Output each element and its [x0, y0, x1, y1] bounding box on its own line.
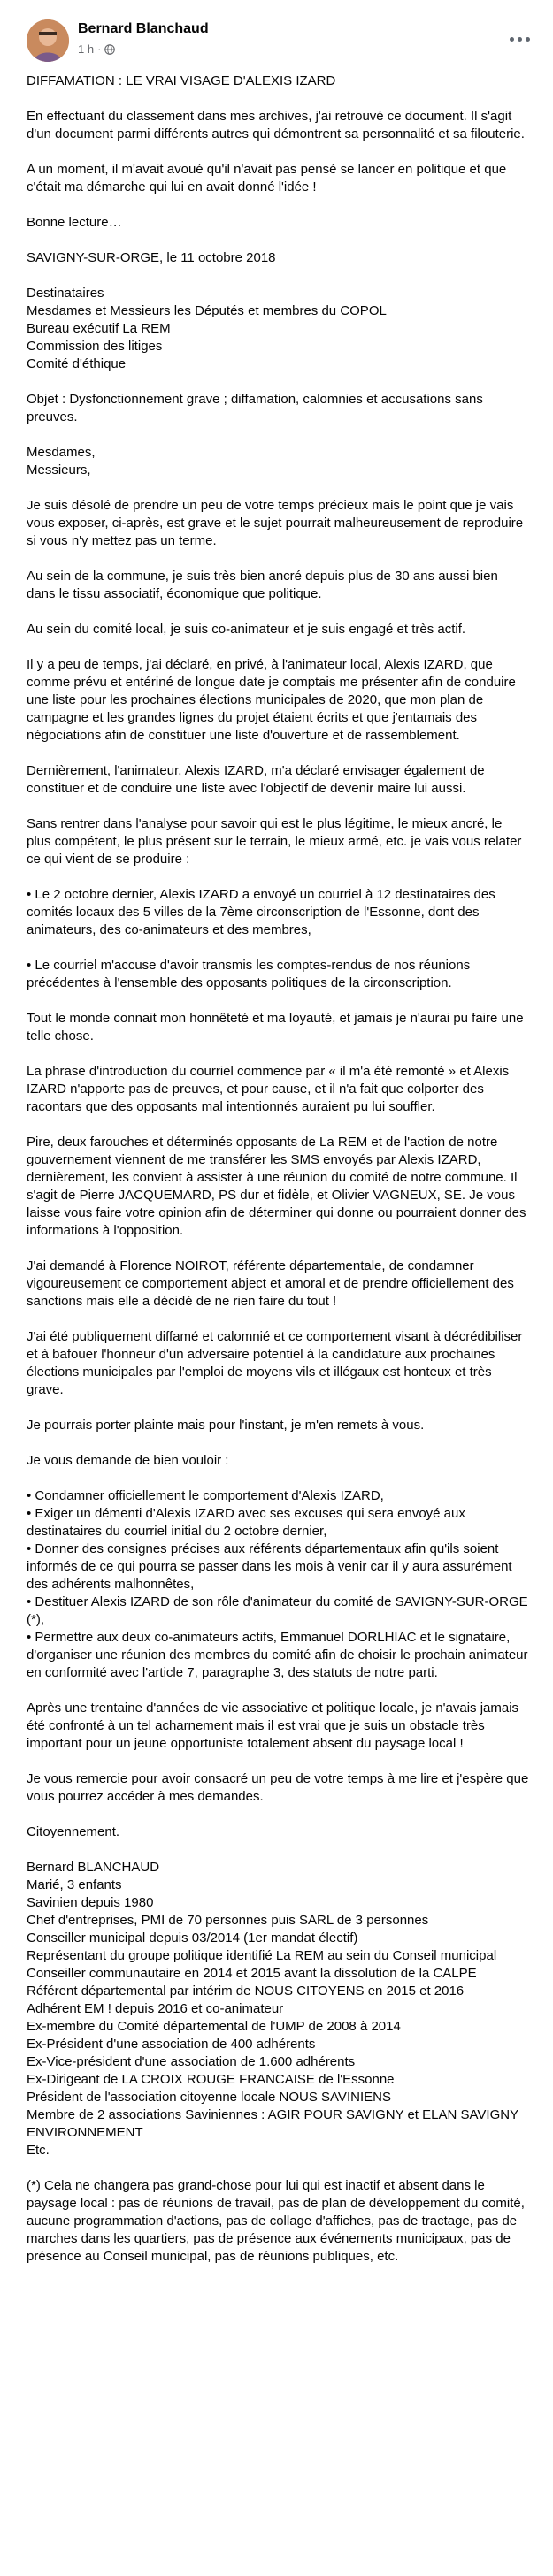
post-header — [0, 0, 553, 64]
post-paragraph: Au sein du comité local, je suis co-animateur et je suis engagé et très actif. — [27, 622, 466, 637]
globe-icon[interactable] — [104, 44, 115, 55]
post-paragraph: J'ai été publiquement diffamé et calomnié et ce comportement visant à décrédibiliser et à bafouer l'honneur d'un adversaire potentiel à la candidature aux prochaines élections municipales par l'emploi de moyens vils et illégaux est honteux et très grave. — [27, 1329, 523, 1397]
post-paragraph: Bonne lecture… — [27, 215, 122, 230]
post-paragraph: Sans rentrer dans l'analyse pour savoir qui est le plus légitime, le mieux ancré, le plus compétent, le plus présent sur le terrain, le mieux armé, etc. je vais vous relater ce qui vient de se produire : — [27, 816, 522, 867]
post-title: DIFFAMATION : LE VRAI VISAGE D'ALEXIS IZARD — [27, 73, 336, 88]
post-meta — [78, 42, 115, 56]
letter-recipients: Destinataires Mesdames et Messieurs les Députés et membres du COPOL Bureau exécutif La REM Commission des litiges Comité d'éthique — [27, 286, 387, 371]
author-name[interactable]: Bernard Blanchaud — [78, 21, 209, 36]
letter-closing: Citoyennement. — [27, 1824, 120, 1839]
post-paragraph: J'ai demandé à Florence NOIROT, référente départementale, de condamner vigoureusement ce comportement abject et amoral et de prendre officiellement des sanctions mais elle a décidé de ne rien faire du tout ! — [27, 1258, 514, 1309]
meta-separator: · — [97, 42, 102, 56]
post-paragraph: Je pourrais porter plainte mais pour l'instant, je m'en remets à vous. — [27, 1418, 425, 1433]
post-paragraph: Je vous remercie pour avoir consacré un peu de votre temps à me lire et j'espère que vous pourrez accéder à mes demandes. — [27, 1771, 529, 1804]
post-timestamp[interactable]: 1 h — [78, 42, 95, 56]
profile-photo-icon — [27, 19, 69, 62]
post-paragraph: Il y a peu de temps, j'ai déclaré, en privé, à l'animateur local, Alexis IZARD, que comme prévu et entériné de longue date je comptais me présenter afin de conduire une liste pour les prochaines élections municipales de 2020, que mon plan de campagne et les grandes lignes du projet étaient écrits et que j'entamais des négociations afin de constituer une liste d'ouverture et de rassemblement. — [27, 657, 516, 743]
more-options-dot — [526, 37, 530, 42]
post-body — [27, 73, 529, 2266]
post-paragraph: En effectuant du classement dans mes archives, j'ai retrouvé ce document. Il s'agit d'un document parmi différents autres qui démontrent sa personnalité et sa filouterie. — [27, 109, 525, 141]
requests-list: • Condamner officiellement le comportement d'Alexis IZARD, • Exiger un démenti d'Alexis IZARD avec ses excuses qui sera envoyé aux destinataires du courriel initial du 2 octobre dernier, • Donner des consignes précises aux référents départementaux afin qu'ils soient informés de ce qui pourra se passer dans les mois à venir car il y aura assurément des adhérents malhonnêtes, • Destituer Alexis IZARD de son rôle d'animateur du comité de SAVIGNY-SUR-ORGE (*), • Permettre aux deux co-animateurs actifs, Emmanuel DORLHIAC et le signataire, d'organiser une réunion des membres du comité afin de choisir le prochain animateur en conformité avec l'article 7, paragraphe 3, des statuts de notre parti. — [27, 1488, 528, 1680]
more-options-button[interactable] — [503, 23, 535, 55]
footnote: (*) Cela ne changera pas grand-chose pour lui qui est inactif et absent dans le paysage local : pas de réunions de travail, pas de plan de développement du comité, aucune programmation d'actions, pas de collage d'affiches, pas de tractage, pas de marches dans les quartiers, pas de présence aux événements municipaux, pas de présence au Conseil municipal, pas de réunions publiques, etc. — [27, 2178, 525, 2264]
post-paragraph: Après une trentaine d'années de vie associative et politique locale, je n'avais jamais été confronté à un tel acharnement mais il est vrai que je suis un obstacle très important pour un jeune opportuniste totalement absent du paysage local ! — [27, 1701, 519, 1751]
post-paragraph: A un moment, il m'avait avoué qu'il n'avait pas pensé se lancer en politique et que c'était ma démarche qui lui en avait donné l'idée ! — [27, 162, 507, 195]
letter-subject: Objet : Dysfonctionnement grave ; diffamation, calomnies et accusations sans preuves. — [27, 392, 483, 424]
post-paragraph: Je suis désolé de prendre un peu de votre temps précieux mais le point que je vais vous exposer, ci-après, est grave et le sujet pourrait malheureusement de reproduire si vous n'y mettez pas un terme. — [27, 498, 524, 548]
post-paragraph: Je vous demande de bien vouloir : — [27, 1453, 229, 1468]
bullet-item: • Le 2 octobre dernier, Alexis IZARD a envoyé un courriel à 12 destinataires des comités locaux des 5 villes de la 7ème circonscription de l'Essonne, dont des animateurs, des co-animateurs et des membres, — [27, 887, 495, 937]
letter-salutation: Mesdames, Messieurs, — [27, 445, 96, 478]
post-paragraph: Au sein de la commune, je suis très bien ancré depuis plus de 30 ans aussi bien dans le tissu associatif, économique que politique. — [27, 569, 498, 601]
bullet-item: • Le courriel m'accuse d'avoir transmis les comptes-rendus de nos réunions précédentes à l'ensemble des opposants politiques de la circonscription. — [27, 958, 471, 990]
letter-date: SAVIGNY-SUR-ORGE, le 11 octobre 2018 — [27, 250, 276, 265]
post-paragraph: Dernièrement, l'animateur, Alexis IZARD, m'a déclaré envisager également de constituer et de conduire une liste avec l'objectif de devenir maire lui aussi. — [27, 763, 485, 796]
signature-block: Bernard BLANCHAUD Marié, 3 enfants Savinien depuis 1980 Chef d'entreprises, PMI de 70 personnes puis SARL de 3 personnes Conseiller municipal depuis 03/2014 (1er mandat électif) Représentant du groupe politique identifié La REM au sein du Conseil municipal Conseiller communautaire en 2014 et 2015 avant la dissolution de la CALPE Référent départemental par intérim de NOUS CITOYENS en 2015 et 2016 Adhérent EM ! depuis 2016 et co-animateur Ex-membre du Comité départemental de l'UMP de 2008 à 2014 Ex-Président d'une association de 400 adhérents Ex-Vice-président d'une association de 1.600 adhérents Ex-Dirigeant de LA CROIX ROUGE FRANCAISE de l'Essonne Président de l'association citoyenne locale NOUS SAVINIENS Membre de 2 associations Saviniennes : AGIR POUR SAVIGNY et ELAN SAVIGNY ENVIRONNEMENT Etc. — [27, 1860, 518, 2158]
avatar[interactable] — [27, 19, 69, 62]
more-options-icon — [510, 37, 514, 42]
post-paragraph: La phrase d'introduction du courriel commence par « il m'a été remonté » et Alexis IZARD n'apporte pas de preuves, et pour cause, et il n'a fait que colporter des racontars que des opposants mal intentionnés auraient pu lui souffler. — [27, 1064, 510, 1114]
more-options-dot — [518, 37, 522, 42]
post-paragraph: Pire, deux farouches et déterminés opposants de La REM et de l'action de notre gouvernement viennent de me transférer les SMS envoyés par Alexis IZARD, dernièrement, les convient à assister à une réunion du comité de notre commune. Il s'agit de Pierre JACQUEMARD, PS dur et fidèle, et Olivier VAGNEUX, SE. Je vous laisse vous faire votre opinion afin de déterminer qui donne ou pourraient donner des informations à l'opposition. — [27, 1135, 526, 1238]
post-paragraph: Tout le monde connait mon honnêteté et ma loyauté, et jamais je n'aurai pu faire une telle chose. — [27, 1011, 524, 1043]
